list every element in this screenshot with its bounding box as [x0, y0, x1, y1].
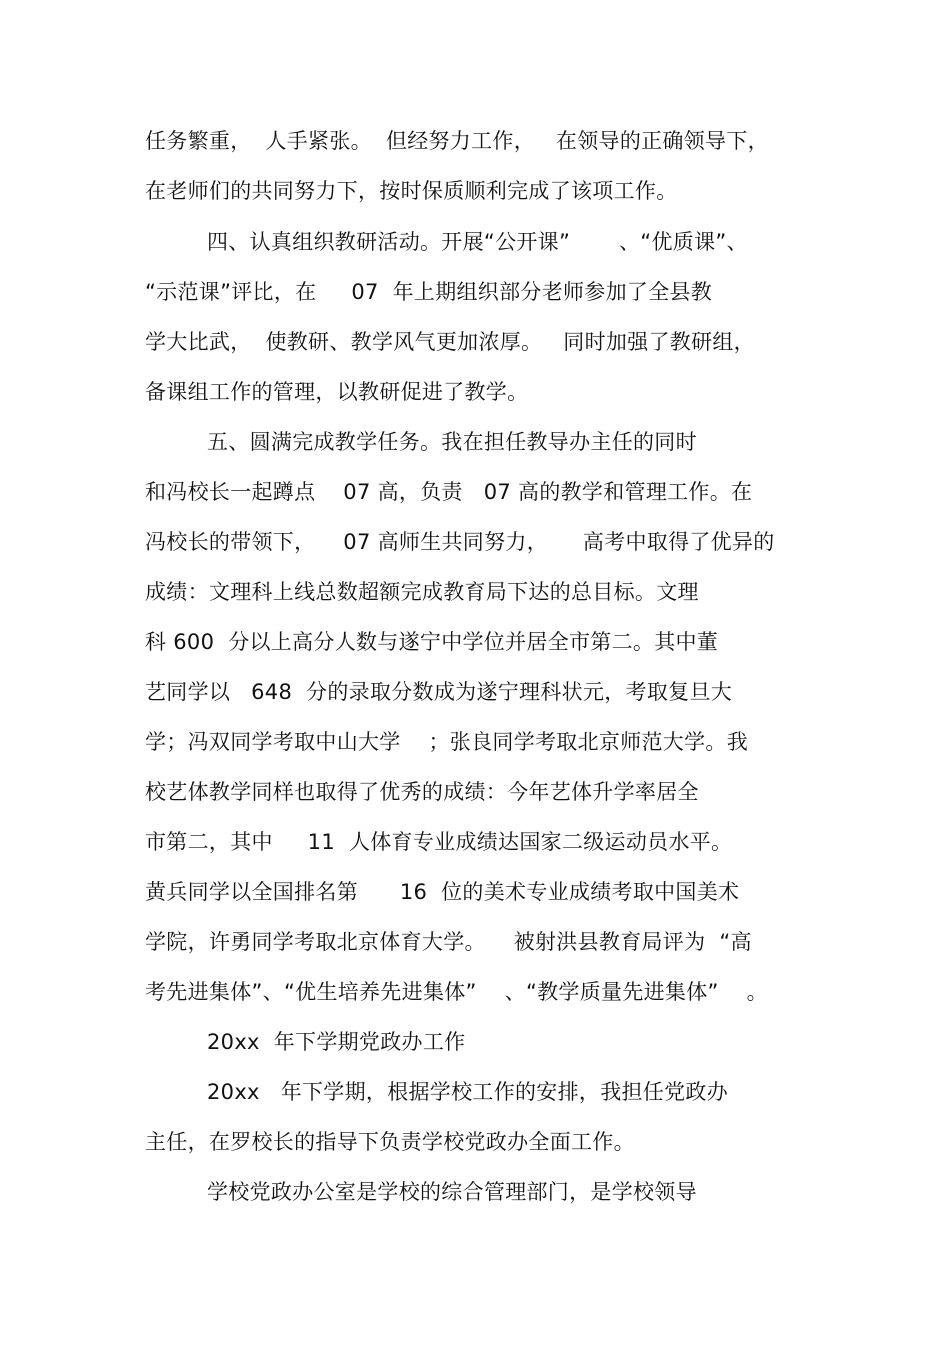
- text-line: 黄兵同学以全国排名第 16 位的美术专业成绩考取中国美术: [145, 880, 740, 904]
- text-line: 和冯校长一起蹲点 07 高，负责 07 高的教学和管理工作。在: [145, 480, 753, 504]
- text-line: 市第二，其中 11 人体育专业成绩达国家二级运动员水平。: [145, 830, 733, 854]
- text-line: 五、圆满完成教学任务。我在担任教导办主任的同时: [207, 430, 697, 454]
- text-line: 在老师们的共同努力下，按时保质顺利完成了该项工作。: [145, 179, 678, 203]
- text-line: 考先进集体”、“优生培养先进集体” 、“教学质量先进集体” 。: [145, 980, 768, 1004]
- text-line: 学院，许勇同学考取北京体育大学。 被射洪县教育局评为 “高: [145, 930, 752, 954]
- text-line: 学校党政办公室是学校的综合管理部门，是学校领导: [207, 1180, 697, 1204]
- text-line: 冯校长的带领下， 07 高师生共同努力， 高考中取得了优异的: [145, 530, 775, 554]
- text-line: 四、认真组织教研活动。开展“公开课” 、“优质课”、: [207, 230, 748, 254]
- text-line: 科 600 分以上高分人数与遂宁中学位并居全市第二。其中董: [145, 630, 719, 654]
- text-line: 备课组工作的管理，以教研促进了教学。: [145, 380, 529, 404]
- text-line: 校艺体教学同样也取得了优秀的成绩：今年艺体升学率居全: [145, 780, 699, 804]
- text-line: 20xx 年下学期，根据学校工作的安排，我担任党政办: [207, 1080, 729, 1104]
- text-line: 学大比武， 使教研、教学风气更加浓厚。 同时加强了教研组，: [145, 330, 755, 354]
- text-line: 学；冯双同学考取中山大学 ；张良同学考取北京师范大学。我: [145, 730, 748, 754]
- text-line: 成绩：文理科上线总数超额完成教育局下达的总目标。文理: [145, 580, 699, 604]
- section-heading: 20xx 年下学期党政办工作: [207, 1030, 466, 1054]
- text-line: 艺同学以 648 分的录取分数成为遂宁理科状元，考取复旦大: [145, 680, 733, 704]
- text-line: 任务繁重， 人手紧张。 但经努力工作， 在领导的正确领导下，: [145, 129, 769, 153]
- text-line: “示范课”评比，在 07 年上期组织部分老师参加了全县教: [145, 280, 713, 304]
- text-line: 主任，在罗校长的指导下负责学校党政办全面工作。: [145, 1130, 635, 1154]
